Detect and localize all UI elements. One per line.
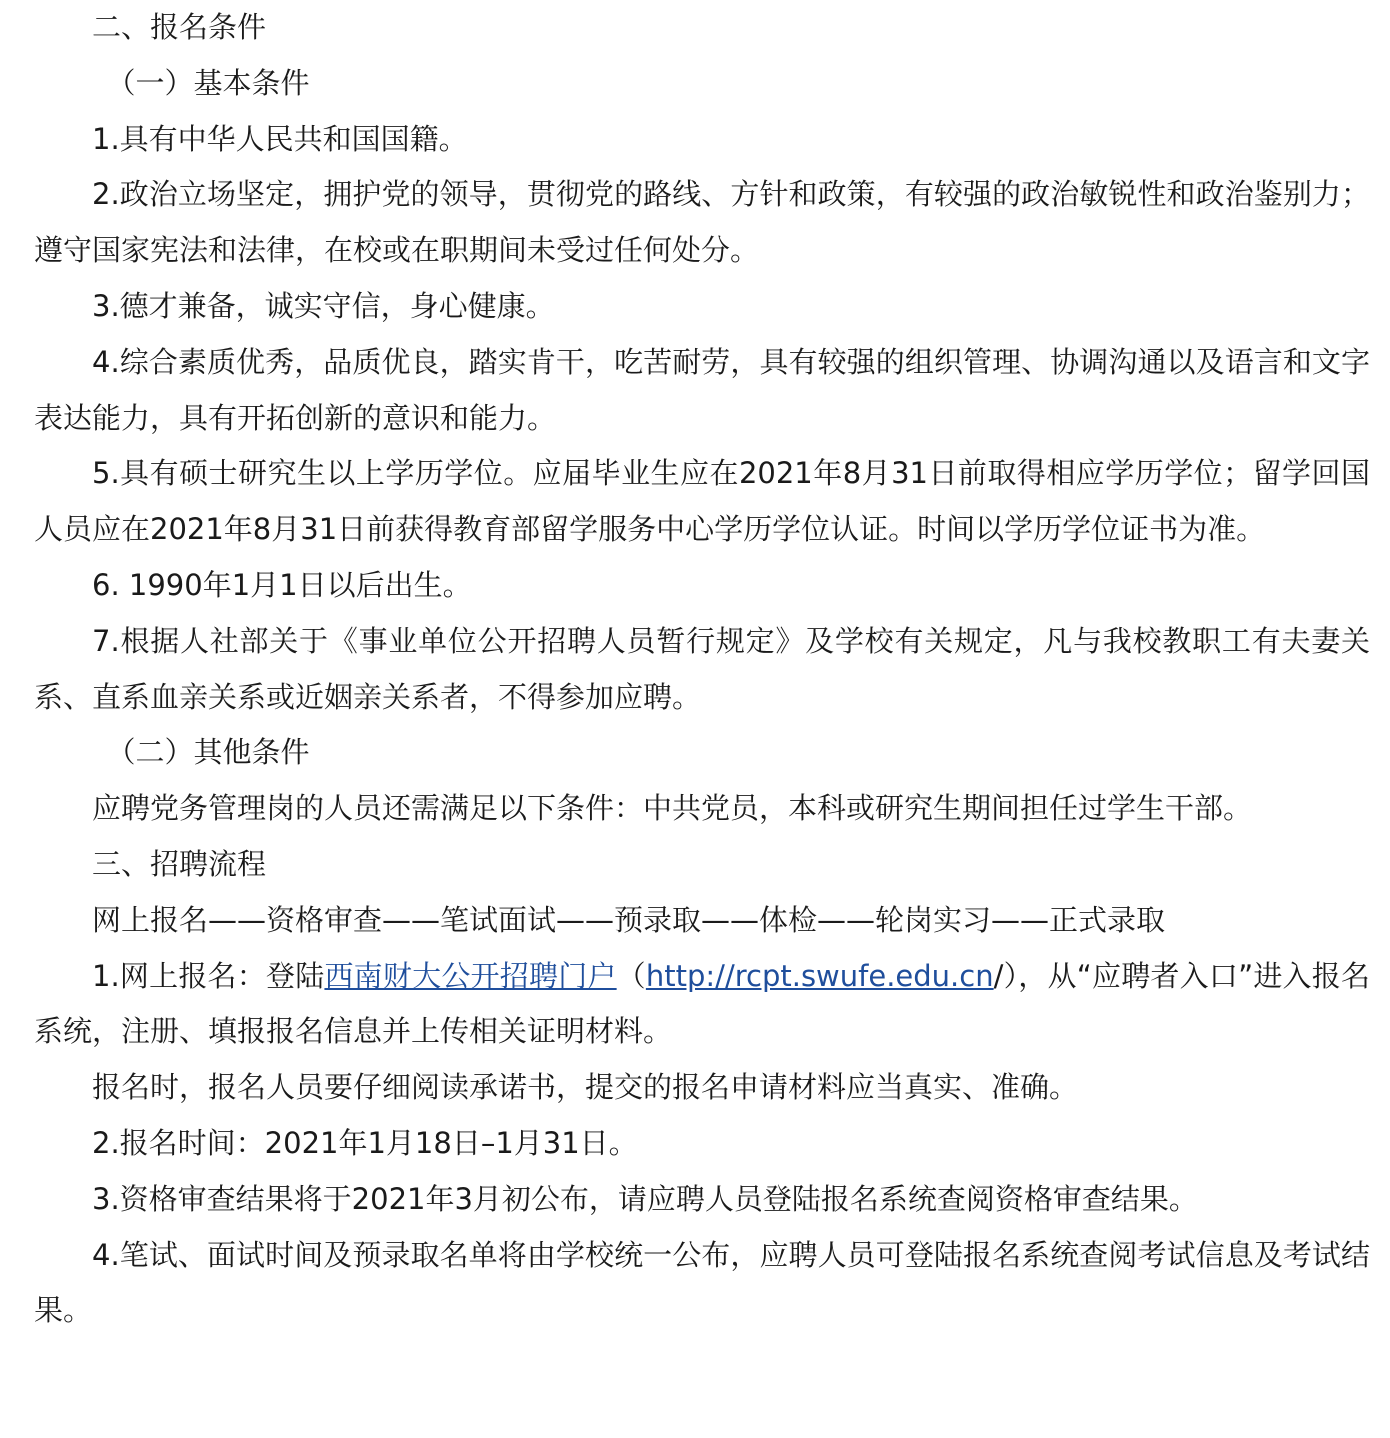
- step-4-exam-info: 4.笔试、面试时间及预录取名单将由学校统一公布，应聘人员可登陆报名系统查阅考试信息及考试结果。: [34, 1237, 1370, 1328]
- other-conditions-text: 应聘党务管理岗的人员还需满足以下条件：中共党员，本科或研究生期间担任过学生干部。: [92, 791, 1253, 826]
- recruitment-portal-link[interactable]: 西南财大公开招聘门户: [324, 958, 617, 993]
- condition-item-6: 6. 1990年1月1日以后出生。: [92, 567, 472, 602]
- condition-item-4: 4.综合素质优秀，品质优良，踏实肯干，吃苦耐劳，具有较强的组织管理、协调沟通以及语言和文字表达能力，具有开拓创新的意识和能力。: [34, 344, 1370, 435]
- condition-item-1: 1.具有中华人民共和国国籍。: [92, 121, 468, 156]
- condition-item-5: 5.具有硕士研究生以上学历学位。应届毕业生应在2021年8月31日前取得相应学历学位；留学回国人员应在2021年8月31日前获得教育部留学服务中心学历学位认证。时间以学历学位证书为准。: [34, 456, 1370, 547]
- registration-note: 报名时，报名人员要仔细阅读承诺书，提交的报名申请材料应当真实、准确。: [92, 1070, 1079, 1105]
- step-1-suffix: /），从“应聘者入口”进入报名系统，注册、填报报名信息并上传相关证明材料。: [34, 958, 1370, 1049]
- document-body: [34, 0, 1370, 1339]
- section-2-heading: 二、报名条件: [92, 10, 267, 44]
- portal-url-link[interactable]: http://rcpt.swufe.edu.cn: [645, 958, 994, 993]
- other-conditions-subheading: （二）其他条件: [106, 735, 310, 770]
- step-1-online-registration: [34, 949, 1370, 1061]
- condition-item-2: 2.政治立场坚定，拥护党的领导，贯彻党的路线、方针和政策，有较强的政治敏锐性和政治鉴别力；遵守国家宪法和法律，在校或在职期间未受过任何处分。: [34, 177, 1370, 268]
- step-3-qualification-review: 3.资格审查结果将于2021年3月初公布，请应聘人员登陆报名系统查阅资格审查结果。: [92, 1181, 1198, 1216]
- condition-item-3: 3.德才兼备，诚实守信，身心健康。: [92, 288, 555, 323]
- basic-conditions-subheading: （一）基本条件: [106, 65, 310, 100]
- recruitment-flow: 网上报名——资格审查——笔试面试——预录取——体检——轮岗实习——正式录取: [92, 902, 1166, 937]
- section-3-heading: 三、招聘流程: [92, 846, 267, 881]
- step-1-paren-open: （: [616, 958, 646, 993]
- step-2-registration-time: 2.报名时间：2021年1月18日–1月31日。: [92, 1125, 638, 1160]
- condition-item-7: 7.根据人社部关于《事业单位公开招聘人员暂行规定》及学校有关规定，凡与我校教职工有夫妻关系、直系血亲关系或近姻亲关系者，不得参加应聘。: [34, 623, 1370, 714]
- step-1-prefix: 1.网上报名：登陆: [92, 958, 325, 993]
